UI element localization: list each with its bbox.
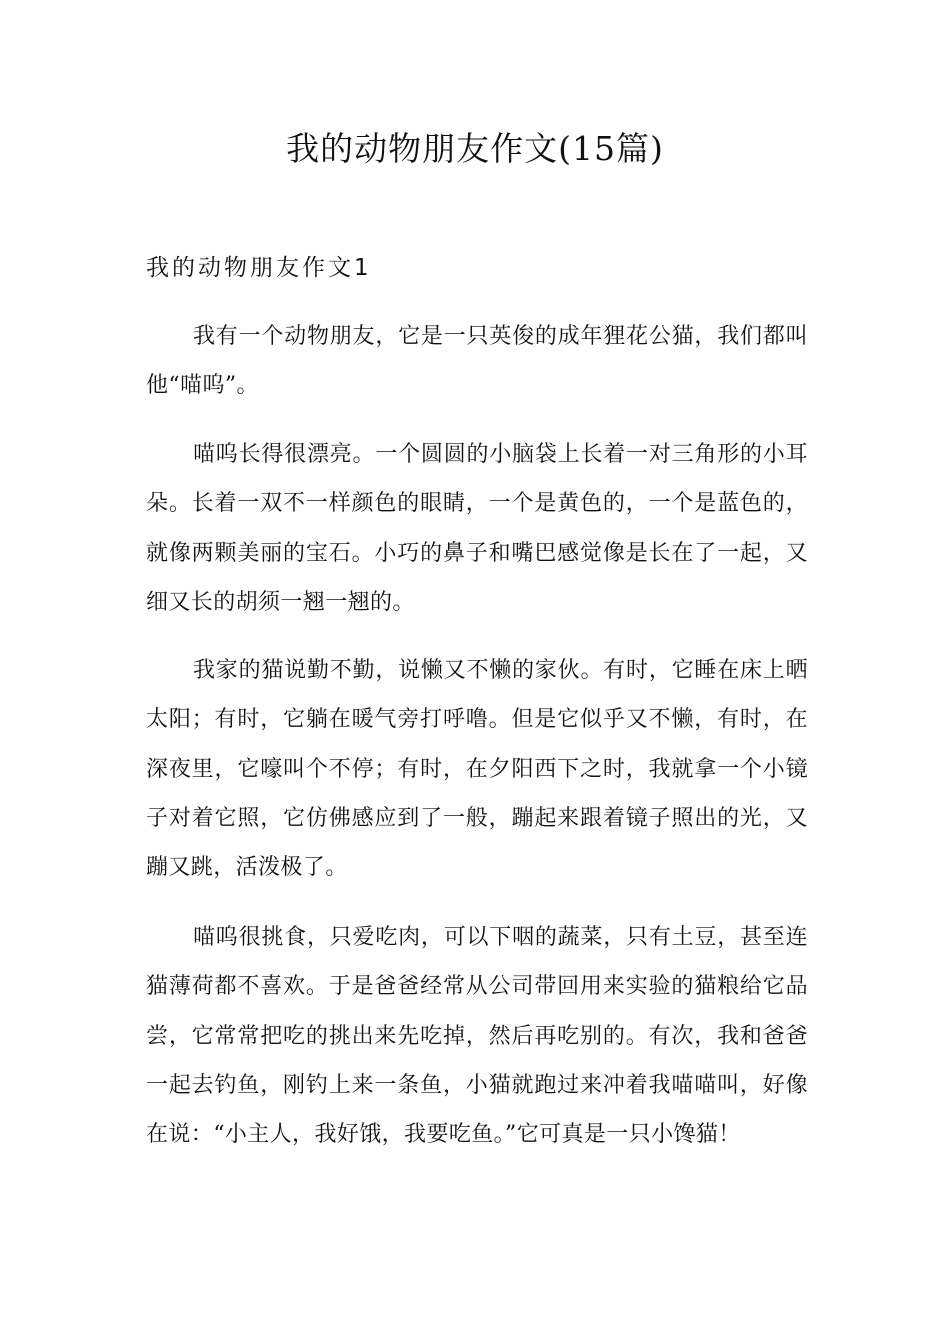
paragraph-4: 喵呜很挑食，只爱吃肉，可以下咽的蔬菜，只有土豆，甚至连猫薄荷都不喜欢。于是爸爸经常从公司带回用来实验的猫粮给它品尝，它常常把吃的挑出来先吃掉，然后再吃别的。有次，我和爸爸一起去钓鱼，刚钓上来一条鱼，小猫就跑过来冲着我喵喵叫，好像在说：“小主人，我好饿，我要吃鱼。”它可真是一只小馋猫！	[146, 925, 808, 1148]
document-title: 我的动物朋友作文(15篇)	[286, 129, 664, 168]
section-heading: 我的动物朋友作文1	[146, 255, 372, 281]
paragraph-1: 我有一个动物朋友，它是一只英俊的成年狸花公猫，我们都叫他“喵呜”。	[146, 324, 808, 399]
paragraph-2: 喵呜长得很漂亮。一个圆圆的小脑袋上长着一对三角形的小耳朵。长着一双不一样颜色的眼睛，一个是黄色的，一个是蓝色的，就像两颗美丽的宝石。小巧的鼻子和嘴巴感觉像是长在了一起，又细又长的胡须一翘一翘的。	[146, 442, 808, 615]
paragraph-3: 我家的猫说勤不勤，说懒又不懒的家伙。有时，它睡在床上晒太阳；有时，它躺在暖气旁打呼噜。但是它似乎又不懒，有时，在深夜里，它嚎叫个不停；有时，在夕阳西下之时，我就拿一个小镜子对着它照，它仿佛感应到了一般，蹦起来跟着镜子照出的光，又蹦又跳，活泼极了。	[146, 658, 808, 881]
